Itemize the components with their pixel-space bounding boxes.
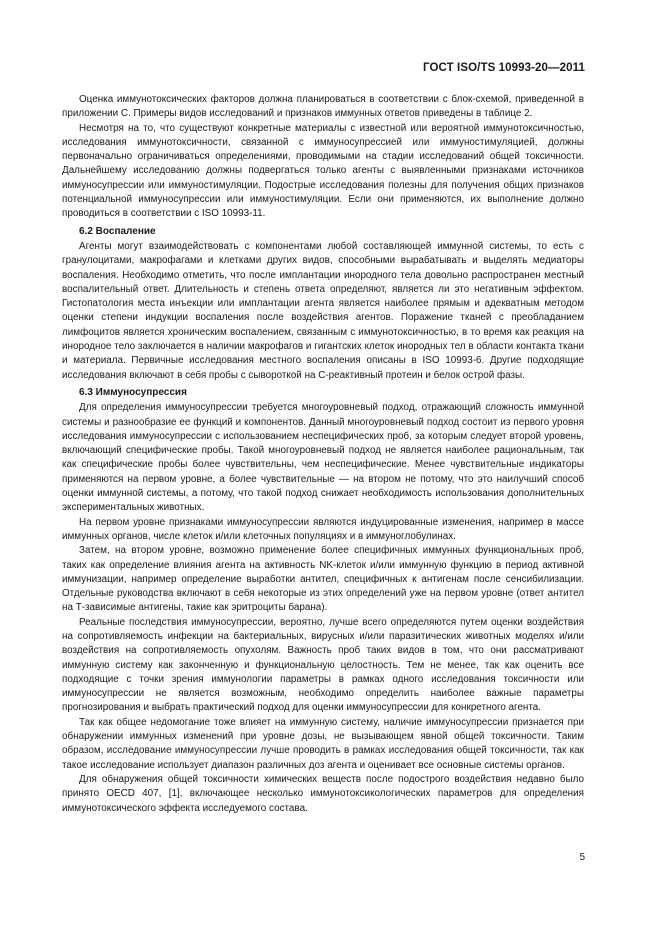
body-text	[62, 93, 584, 816]
paragraph: Оценка иммунотоксических факторов должна планироваться в соответствии с блок-схемой, приведенной в приложении С. Примеры видов исследований и признаков иммунных ответов приведены в таблице 2.	[62, 94, 584, 120]
paragraph: Для обнаружения общей токсичности химических веществ после подострого воздействия недавно было принято OECD 407, [1], включающее несколько иммунотоксикологических параметров для определения иммунотоксического эффекта исследуемого состава.	[62, 773, 584, 814]
paragraph: Затем, на втором уровне, возможно применение более специфичных иммунных функциональных проб, таких как определение влияния агента на активность NK-клеток и/или иммунную функцию в период активной иммунизации, например определение выработки антител, специфичных к антигенам после сенсибилизации. Отдельные руководства включают в себя некоторые из этих определений уже на первом уровне (ответ антител на Т-зависимые антигены, такие как эритроциты барана).	[62, 545, 584, 614]
paragraph: Агенты могут взаимодействовать с компонентами любой составляющей иммунной системы, то есть с гранулоцитами, макрофагами и клетками других видов, способными вырабатывать и выделять медиаторы воспаления. Необходимо отметить, что после имплантации инородного тела довольно распространен местный воспалительный ответ. Длительность и степень ответа определяют, является ли это негативным эффектом. Гистопатология места инъекции или имплантации агента является наиболее прямым и адекватным методом оценки степени индукции воспаления после воздействия агентов. Поражение тканей с преобладанием лимфоцитов является хроническим воспалением, связанным с иммунотоксичностью, в то время как реакция на инородное тело заключается в наличии макрофагов и гигантских клеток инородных тел в области контакта ткани и материала. Первичные исследования местного воспаления описаны в ISO 10993-6. Другие подходящие исследования включают в себя пробы с сывороткой на С-реактивный протеин и белок острой фазы.	[62, 240, 584, 381]
paragraph: Для определения иммуносупрессии требуется многоуровневый подход, отражающий сложность иммунной системы и разнообразие ее функций и компонентов. Данный многоуровневый подход состоит из первого уровня исследования иммуносупрессии с использованием неспецифических проб, за которым следует второй уровень, включающий специфические пробы. Такой многоуровневый подход не является наиболее рациональным, так как специфические пробы более чувствительны, чем неспецифические. Менее чувствительные индикаторы применяются на первом уровне, а более чувствительные — на втором не потому, что это наилучший способ оценки иммунной системы, а потому, что такой подход снижает необходимость использования дополнительных экспериментальных животных.	[62, 402, 584, 514]
paragraph: На первом уровне признаками иммуносупрессии являются индуцированные изменения, например в массе иммунных органов, числе клеток и/или клеточных популяциях и в иммуноглобулинах.	[62, 516, 584, 542]
section-heading-inflammation: 6.2 Воспаление	[79, 225, 156, 237]
section-heading-immunosuppression: 6.3 Иммуносупрессия	[79, 386, 187, 398]
document-id-header: ГОСТ ISO/TS 10993-20—2011	[423, 62, 585, 74]
paragraph: Реальные последствия иммуносупрессии, вероятно, лучше всего определяются путем оценки воздействия на сопротивляемость инфекции на бактериальных, вирусных и/или паразитических животных моделях и/или воздействия на сопротивляемость опухолям. Важность проб таких видов в том, что они рассматривают иммунную систему как законченную и функциональную целостность. Тем не менее, так как оценить все подходящие с точки зрения иммунологии параметры в рамках одного исследования токсичности или иммуносупрессии не является возможным, необходимо определить наиболее важные параметры прогнозирования и выбрать практический подход для оценки иммуносупрессии для конкретного агента.	[62, 616, 584, 714]
paragraph: Несмотря на то, что существуют конкретные материалы с известной или вероятной иммунотоксичностью, исследования иммунотоксичности, связанной с иммуносупрессией или иммуностимуляцией, должны первоначально ограничиваться определениями, проводимыми на стадии исследований общей токсичности. Дальнейшему исследованию должны подвергаться только агенты с выявленными признаками источников иммуносупрессии или иммуностимуляции. Подострые исследования полезны для получения общих признаков потенциальной иммуносупрессии или иммуностимуляции. Если они применяются, их выполнение должно проводиться в соответствии с ISO 10993-11.	[62, 122, 584, 220]
paragraph: Так как общее недомогание тоже влияет на иммунную систему, наличие иммуносупрессии признается при обнаружении иммунных изменений при уровне дозы, не вызывающем явной общей токсичности. Таким образом, исследование иммуносупрессии лучше проводить в рамках исследования общей токсичности, так как такое исследование использует диапазон различных доз агента и оценивает все основные системы органов.	[62, 716, 584, 771]
page-number: 5	[579, 852, 585, 863]
